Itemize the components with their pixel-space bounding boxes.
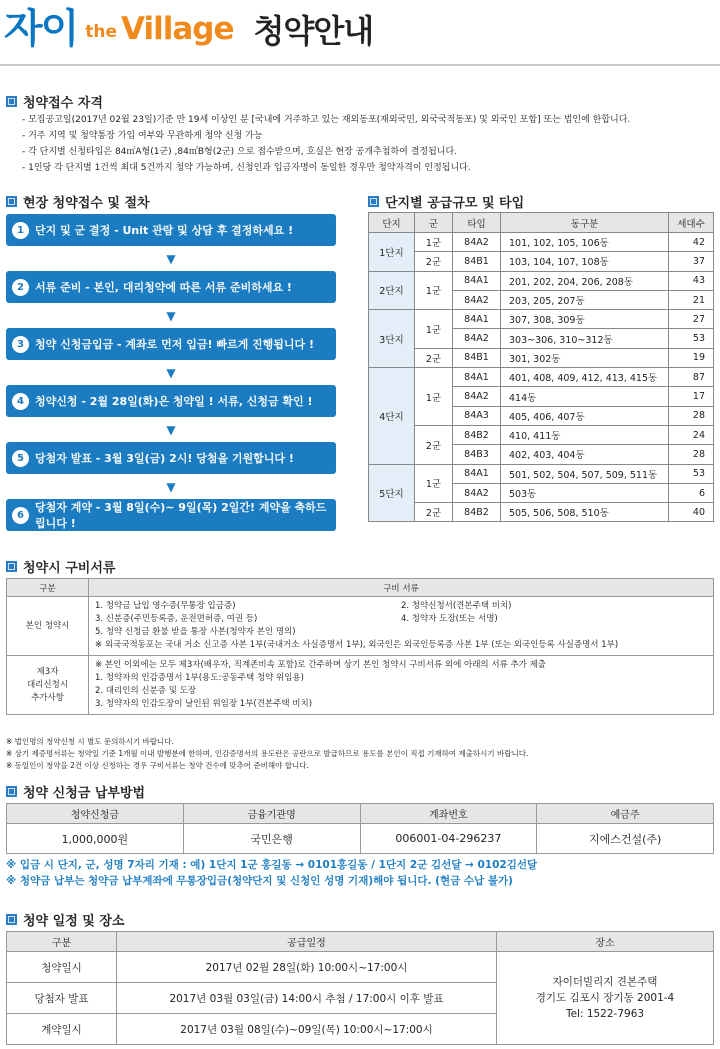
doc-item: 2. 대리인의 신분증 및 도장 — [95, 686, 197, 696]
note-line: ※ 입금 시 단지, 군, 성명 7자리 기재 : 예) 1단지 1군 홍길동 → 0101홍길동 / 1단지 2군 김선달 → 0102김선달 — [6, 859, 538, 871]
units-cell: 40 — [669, 503, 714, 522]
step-text: 당첨자 계약 - 3월 8일(수)~ 9일(목) 2일간! 계약을 축하드립니다 ! — [35, 501, 327, 530]
table-row — [369, 271, 714, 290]
table-row — [369, 425, 714, 444]
step-number: 5 — [12, 450, 29, 467]
step-text: 청약신청 - 2월 28일(화)은 청약일 ! 서류, 신청금 확인 ! — [35, 395, 313, 408]
step-number: 4 — [12, 393, 29, 410]
section-title-docs: 청약시 구비서류 — [6, 557, 115, 576]
note-line: ※ 청약금 납부는 청약금 납부계좌에 무통장입금(청약단지 및 신청인 성명 기재)해야 됩니다. (현금 수납 불가) — [6, 875, 513, 887]
table-row — [7, 656, 714, 715]
docs-label-self: 본인 청약시 — [7, 597, 89, 656]
step-text: 청약 신청금입금 - 계좌로 먼저 입금! 빠르게 진행됩니다 ! — [35, 338, 315, 351]
step-number: 3 — [12, 336, 29, 353]
units-cell: 6 — [669, 483, 714, 502]
dong-cell: 501, 502, 504, 507, 509, 511동 — [501, 464, 669, 483]
qualification-list — [22, 112, 712, 176]
units-cell: 28 — [669, 406, 714, 425]
group-cell: 1군 — [415, 233, 453, 252]
step-number: 2 — [12, 279, 29, 296]
table-row — [369, 464, 714, 483]
schedule-label: 당첨자 발표 — [7, 983, 117, 1014]
dong-cell: 401, 408, 409, 412, 413, 415동 — [501, 368, 669, 387]
place-line: 경기도 김포시 장기동 2001-4 — [535, 992, 675, 1004]
list-item: - 거주 지역 및 청약통장 가입 여부와 무관하게 청약 신청 가능 — [22, 128, 712, 144]
schedule-table — [6, 931, 714, 1045]
down-triangle-icon: ▼ — [166, 422, 176, 437]
table-header-row — [7, 579, 714, 597]
units-cell: 19 — [669, 348, 714, 367]
bank-cell: 국민은행 — [183, 824, 360, 854]
table-row — [7, 824, 714, 854]
column-header: 금융기관명 — [183, 804, 360, 824]
schedule-date: 2017년 03월 03일(금) 14:00시 추첨 / 17:00시 이후 발표 — [117, 983, 497, 1014]
complex-cell: 5단지 — [369, 464, 415, 522]
type-cell: 84B2 — [453, 503, 501, 522]
type-cell: 84A1 — [453, 310, 501, 329]
dong-cell: 203, 205, 207동 — [501, 290, 669, 309]
column-header: 세대수 — [669, 213, 714, 233]
section-title-procedure: 현장 청약접수 및 절차 — [6, 192, 150, 211]
down-triangle-icon: ▼ — [166, 365, 176, 380]
group-cell: 2군 — [415, 503, 453, 522]
square-bullet-icon — [6, 914, 17, 925]
type-cell: 84A2 — [453, 387, 501, 406]
type-cell: 84B3 — [453, 445, 501, 464]
procedure-step — [6, 442, 336, 474]
section-title-payment: 청약 신청금 납부방법 — [6, 782, 145, 801]
type-cell: 84A2 — [453, 329, 501, 348]
doc-item: 3. 청약자의 인감도장이 날인된 위임장 1부(견본주택 비치) — [95, 699, 313, 709]
docs-content-proxy — [89, 656, 714, 715]
type-cell: 84A1 — [453, 368, 501, 387]
dong-cell: 101, 102, 105, 106동 — [501, 233, 669, 252]
schedule-place — [497, 952, 714, 1045]
page-title: 청약안내 — [253, 12, 374, 50]
complex-cell: 4단지 — [369, 368, 415, 464]
group-cell: 2군 — [415, 252, 453, 271]
units-cell: 27 — [669, 310, 714, 329]
column-header: 타입 — [453, 213, 501, 233]
column-header: 구분 — [7, 579, 89, 597]
dong-cell: 402, 403, 404동 — [501, 445, 669, 464]
docs-notes — [6, 736, 714, 772]
group-cell: 1군 — [415, 310, 453, 349]
procedure-step — [6, 385, 336, 417]
column-header: 단지 — [369, 213, 415, 233]
schedule-label: 계약일시 — [7, 1014, 117, 1045]
header-divider — [0, 64, 720, 66]
type-cell: 84A2 — [453, 483, 501, 502]
complex-cell: 3단지 — [369, 310, 415, 368]
procedure-step — [6, 328, 336, 360]
type-cell: 84B1 — [453, 252, 501, 271]
dong-cell: 103, 104, 107, 108동 — [501, 252, 669, 271]
payment-notes — [6, 857, 714, 889]
docs-label-proxy: 제3자 대리신청시 추가사항 — [7, 656, 89, 715]
group-cell: 2군 — [415, 425, 453, 464]
step-text: 당첨자 발표 - 3월 3일(금) 2시! 당첨을 기원합니다 ! — [35, 452, 294, 465]
table-row — [7, 597, 714, 656]
column-header: 군 — [415, 213, 453, 233]
dong-cell: 303~306, 310~312동 — [501, 329, 669, 348]
units-cell: 53 — [669, 464, 714, 483]
units-cell: 87 — [669, 368, 714, 387]
dong-cell: 414동 — [501, 387, 669, 406]
down-triangle-icon: ▼ — [166, 479, 176, 494]
group-cell: 1군 — [415, 271, 453, 310]
dong-cell: 201, 202, 204, 206, 208동 — [501, 271, 669, 290]
units-cell: 24 — [669, 425, 714, 444]
schedule-date: 2017년 03월 08일(수)~09일(목) 10:00시~17:00시 — [117, 1014, 497, 1045]
section-title-qualification: 청약접수 자격 — [6, 92, 103, 111]
square-bullet-icon — [6, 786, 17, 797]
docs-table — [6, 578, 714, 715]
amount-cell: 1,000,000원 — [7, 824, 184, 854]
logo-xi: 자이 — [4, 6, 78, 52]
group-cell: 2군 — [415, 348, 453, 367]
procedure-step — [6, 499, 336, 531]
type-cell: 84A1 — [453, 271, 501, 290]
table-row — [7, 952, 714, 983]
square-bullet-icon — [6, 96, 17, 107]
units-cell: 37 — [669, 252, 714, 271]
section-title-supply: 단지별 공급규모 및 타입 — [368, 192, 524, 211]
units-cell: 28 — [669, 445, 714, 464]
units-cell: 53 — [669, 329, 714, 348]
table-header-row — [7, 804, 714, 824]
table-header-row — [7, 932, 714, 952]
logo-the: the — [85, 22, 118, 42]
step-number: 6 — [12, 507, 29, 524]
units-cell: 21 — [669, 290, 714, 309]
type-cell: 84A2 — [453, 233, 501, 252]
column-header: 동구분 — [501, 213, 669, 233]
list-item: - 모집공고일(2017년 02월 23일)기준 만 19세 이상인 분 [국내에 거주하고 있는 재외동포(재외국민, 외국국적동포) 및 외국인 포함] 또는 법인에 한합니다. — [22, 112, 712, 128]
column-header: 구분 — [7, 932, 117, 952]
complex-cell: 1단지 — [369, 233, 415, 272]
place-line: 자이더빌리지 견본주택 — [552, 976, 658, 988]
list-item: - 각 단지별 신청타입은 84㎡A형(1군) ,84㎡B형(2군) 으로 접수받으며, 호실은 현장 공개추첨하여 결정됩니다. — [22, 144, 712, 160]
square-bullet-icon — [368, 196, 379, 207]
table-row — [369, 503, 714, 522]
step-number: 1 — [12, 222, 29, 239]
units-cell: 43 — [669, 271, 714, 290]
list-item: - 1인당 각 단지별 1건씩 최대 5건까지 청약 가능하며, 신청인과 입금자명이 동일한 경우만 청약자격이 인정됩니다. — [22, 160, 712, 176]
group-cell: 1군 — [415, 464, 453, 503]
logo-village: Village — [121, 11, 234, 47]
note-line: ※ 동일인이 청약을 2건 이상 신청하는 경우 구비서류는 청약 건수에 맞추어 준비해야 합니다. — [6, 761, 309, 770]
down-triangle-icon: ▼ — [166, 308, 176, 323]
schedule-label: 청약일시 — [7, 952, 117, 983]
supply-table — [368, 212, 714, 522]
column-header: 구비 서류 — [89, 579, 714, 597]
doc-item: 1. 청약금 납입 영수증(무통장 입금증) — [95, 601, 236, 611]
doc-item: 2. 청약신청서(견본주택 비치) — [401, 601, 512, 611]
step-text: 단지 및 군 결정 - Unit 관람 및 상담 후 결정하세요 ! — [35, 224, 294, 237]
note-line: ※ 상기 제증명서류는 청약일 기준 1개월 이내 발행분에 한하며, 인감증명서의 용도란은 공란으로 발급하므로 용도를 본인이 직접 기재하여 제출하시기 바랍니다. — [6, 749, 529, 758]
type-cell: 84B2 — [453, 425, 501, 444]
column-header: 예금주 — [537, 804, 714, 824]
doc-item: ※ 외국국적동포는 국내 거소 신고증 사본 1부(국내거소 사실증명서 1부), 외국인은 외국인등록증 사본 1부 (또는 외국인등록 사실증명서 1부) — [95, 640, 619, 650]
type-cell: 84A1 — [453, 464, 501, 483]
type-cell: 84A2 — [453, 290, 501, 309]
square-bullet-icon — [6, 561, 17, 572]
doc-item: 3. 신분증(주민등록증, 운전면허증, 여권 등) — [95, 614, 258, 624]
table-row — [369, 233, 714, 252]
down-triangle-icon: ▼ — [166, 251, 176, 266]
page-header — [0, 0, 720, 58]
procedure-steps — [6, 214, 336, 531]
procedure-step — [6, 271, 336, 303]
dong-cell: 307, 308, 309동 — [501, 310, 669, 329]
dong-cell: 503동 — [501, 483, 669, 502]
column-header: 계좌번호 — [360, 804, 537, 824]
column-header: 공급일정 — [117, 932, 497, 952]
table-row — [369, 252, 714, 271]
table-header-row — [369, 213, 714, 233]
place-line: Tel: 1522-7963 — [565, 1008, 645, 1020]
type-cell: 84B1 — [453, 348, 501, 367]
units-cell: 17 — [669, 387, 714, 406]
dong-cell: 405, 406, 407동 — [501, 406, 669, 425]
account-cell: 006001-04-296237 — [360, 824, 537, 854]
procedure-step — [6, 214, 336, 246]
column-header: 장소 — [497, 932, 714, 952]
type-cell: 84A3 — [453, 406, 501, 425]
units-cell: 42 — [669, 233, 714, 252]
note-line: ※ 법인명의 청약신청 시 별도 문의하시기 바랍니다. — [6, 737, 174, 746]
step-text: 서류 준비 - 본인, 대리청약에 따른 서류 준비하세요 ! — [35, 281, 292, 294]
section-title-schedule: 청약 일정 및 장소 — [6, 910, 124, 929]
square-bullet-icon — [6, 196, 17, 207]
table-row — [369, 310, 714, 329]
doc-item: 1. 청약자의 인감증명서 1부(용도:공동주택 청약 위임용) — [95, 673, 304, 683]
doc-item: ※ 본인 이외에는 모두 제3자(배우자, 직계존비속 포함)로 간주하며 상기 본인 청약시 구비서류 외에 아래의 서류 추가 제출 — [95, 660, 547, 670]
complex-cell: 2단지 — [369, 271, 415, 310]
dong-cell: 505, 506, 508, 510동 — [501, 503, 669, 522]
doc-item: 4. 청약자 도장(또는 서명) — [401, 614, 498, 624]
schedule-date: 2017년 02월 28일(화) 10:00시~17:00시 — [117, 952, 497, 983]
docs-content-self — [89, 597, 714, 656]
holder-cell: 지에스건설(주) — [537, 824, 714, 854]
payment-table — [6, 803, 714, 854]
table-row — [369, 348, 714, 367]
group-cell: 1군 — [415, 368, 453, 426]
dong-cell: 301, 302동 — [501, 348, 669, 367]
dong-cell: 410, 411동 — [501, 425, 669, 444]
doc-item: 5. 청약 신청금 환불 받을 통장 사본(청약자 본인 명의) — [95, 627, 296, 637]
column-header: 청약신청금 — [7, 804, 184, 824]
table-row — [369, 368, 714, 387]
